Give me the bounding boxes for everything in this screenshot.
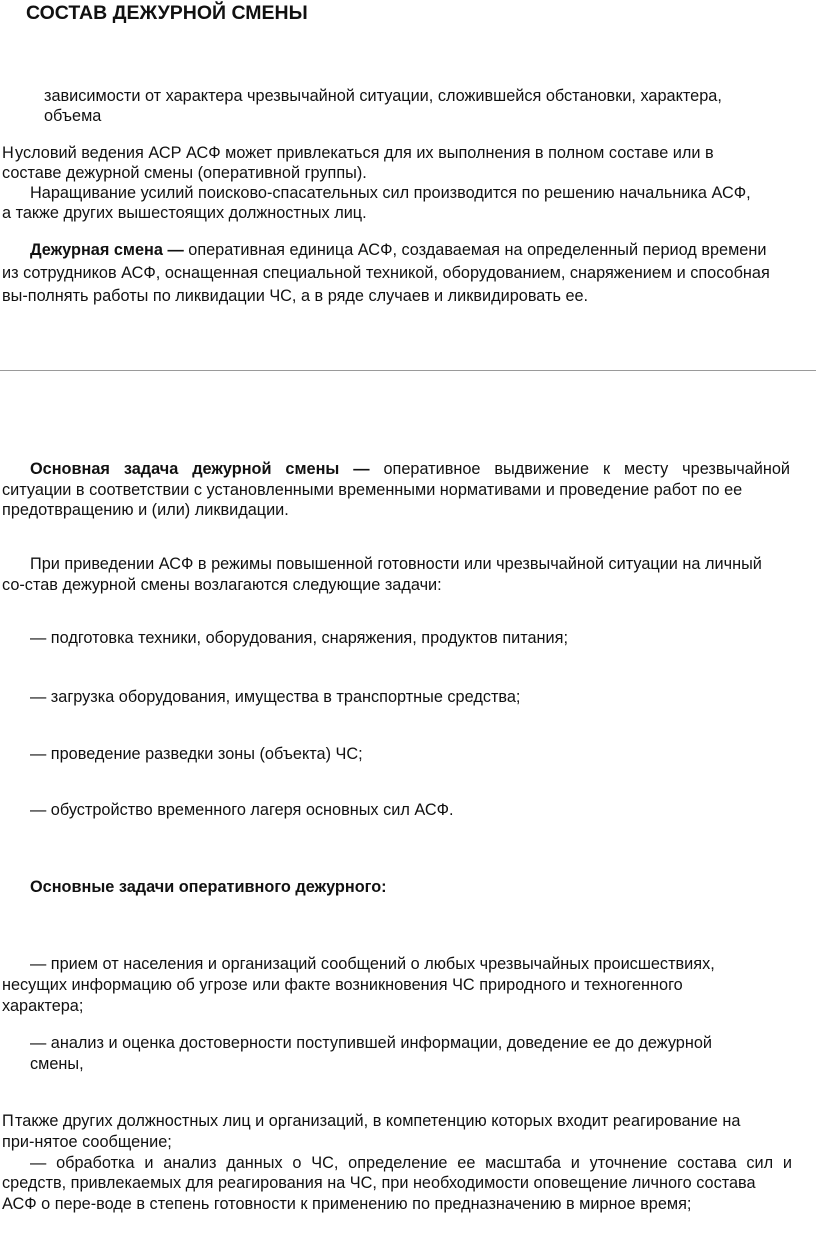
text-line: зависимости от характера чрезвычайной ситуации, сложившейся обстановки, характера,: [44, 87, 722, 105]
text-line: вы-полнять работы по ликвидации ЧС, а в ряде случаев и ликвидировать ее.: [2, 287, 589, 305]
text-line: объема: [44, 107, 102, 125]
main-task-line: Основная задача дежурной смены — оперативное выдвижение к месту чрезвычайной: [30, 460, 790, 478]
text-line: составе дежурной смены (оперативной группы).: [2, 164, 367, 182]
paragraph-marker: Н: [2, 144, 14, 162]
list-item: — подготовка техники, оборудования, снаряжения, продуктов питания;: [30, 629, 568, 647]
page-title: СОСТАВ ДЕЖУРНОЙ СМЕНЫ: [26, 2, 308, 24]
main-task-term: Основная задача дежурной смены —: [30, 460, 370, 478]
text-line: из сотрудников АСФ, оснащенная специальной техникой, оборудованием, снаряжением и способная: [2, 264, 770, 282]
text-line: предотвращению и (или) ликвидации.: [2, 501, 289, 519]
list-item: — обустройство временного лагеря основных сил АСФ.: [30, 801, 454, 819]
definition-line: Дежурная смена — оперативная единица АСФ, создаваемая на определенный период времени: [30, 241, 767, 259]
text-line: характера;: [2, 997, 84, 1015]
paragraph-marker: П: [2, 1112, 14, 1130]
section-heading: Основные задачи оперативного дежурного:: [30, 878, 387, 896]
text-line: АСФ о пере-воде в степень готовности к применению по предназначению в мирное время;: [2, 1195, 692, 1213]
list-item: — анализ и оценка достоверности поступившей информации, доведение ее до дежурной: [30, 1034, 713, 1052]
text-line: смены,: [30, 1055, 84, 1073]
text-line: условий ведения АСР АСФ может привлекаться для их выполнения в полном составе или в: [15, 144, 714, 162]
page-divider: [0, 370, 816, 371]
list-item: — загрузка оборудования, имущества в транспортные средства;: [30, 688, 521, 706]
text-line: со-став дежурной смены возлагаются следующие задачи:: [2, 576, 442, 594]
list-item: — обработка и анализ данных о ЧС, определение ее масштаба и уточнение состава сил и: [30, 1154, 792, 1172]
list-item: — прием от населения и организаций сообщений о любых чрезвычайных происшествиях,: [30, 955, 715, 973]
definition-term: Дежурная смена —: [30, 241, 184, 259]
text-line: при-нятое сообщение;: [2, 1133, 172, 1151]
text-line: средств, привлекаемых для реагирования на ЧС, при необходимости оповещение личного состава: [2, 1174, 756, 1192]
text-line: ситуации в соответствии с установленными временными нормативами и проведение работ по ее: [2, 481, 743, 499]
text-line: также других должностных лиц и организаций, в компетенцию которых входит реагирование на: [15, 1112, 741, 1130]
text-line: Наращивание усилий поисково-спасательных сил производится по решению начальника АСФ,: [30, 184, 751, 202]
list-item: — проведение разведки зоны (объекта) ЧС;: [30, 745, 363, 763]
text-line: При приведении АСФ в режимы повышенной готовности или чрезвычайной ситуации на личный: [30, 555, 762, 573]
text-line: а также других вышестоящих должностных лиц.: [2, 204, 367, 222]
text-line: несущих информацию об угрозе или факте возникновения ЧС природного и техногенного: [2, 976, 683, 994]
